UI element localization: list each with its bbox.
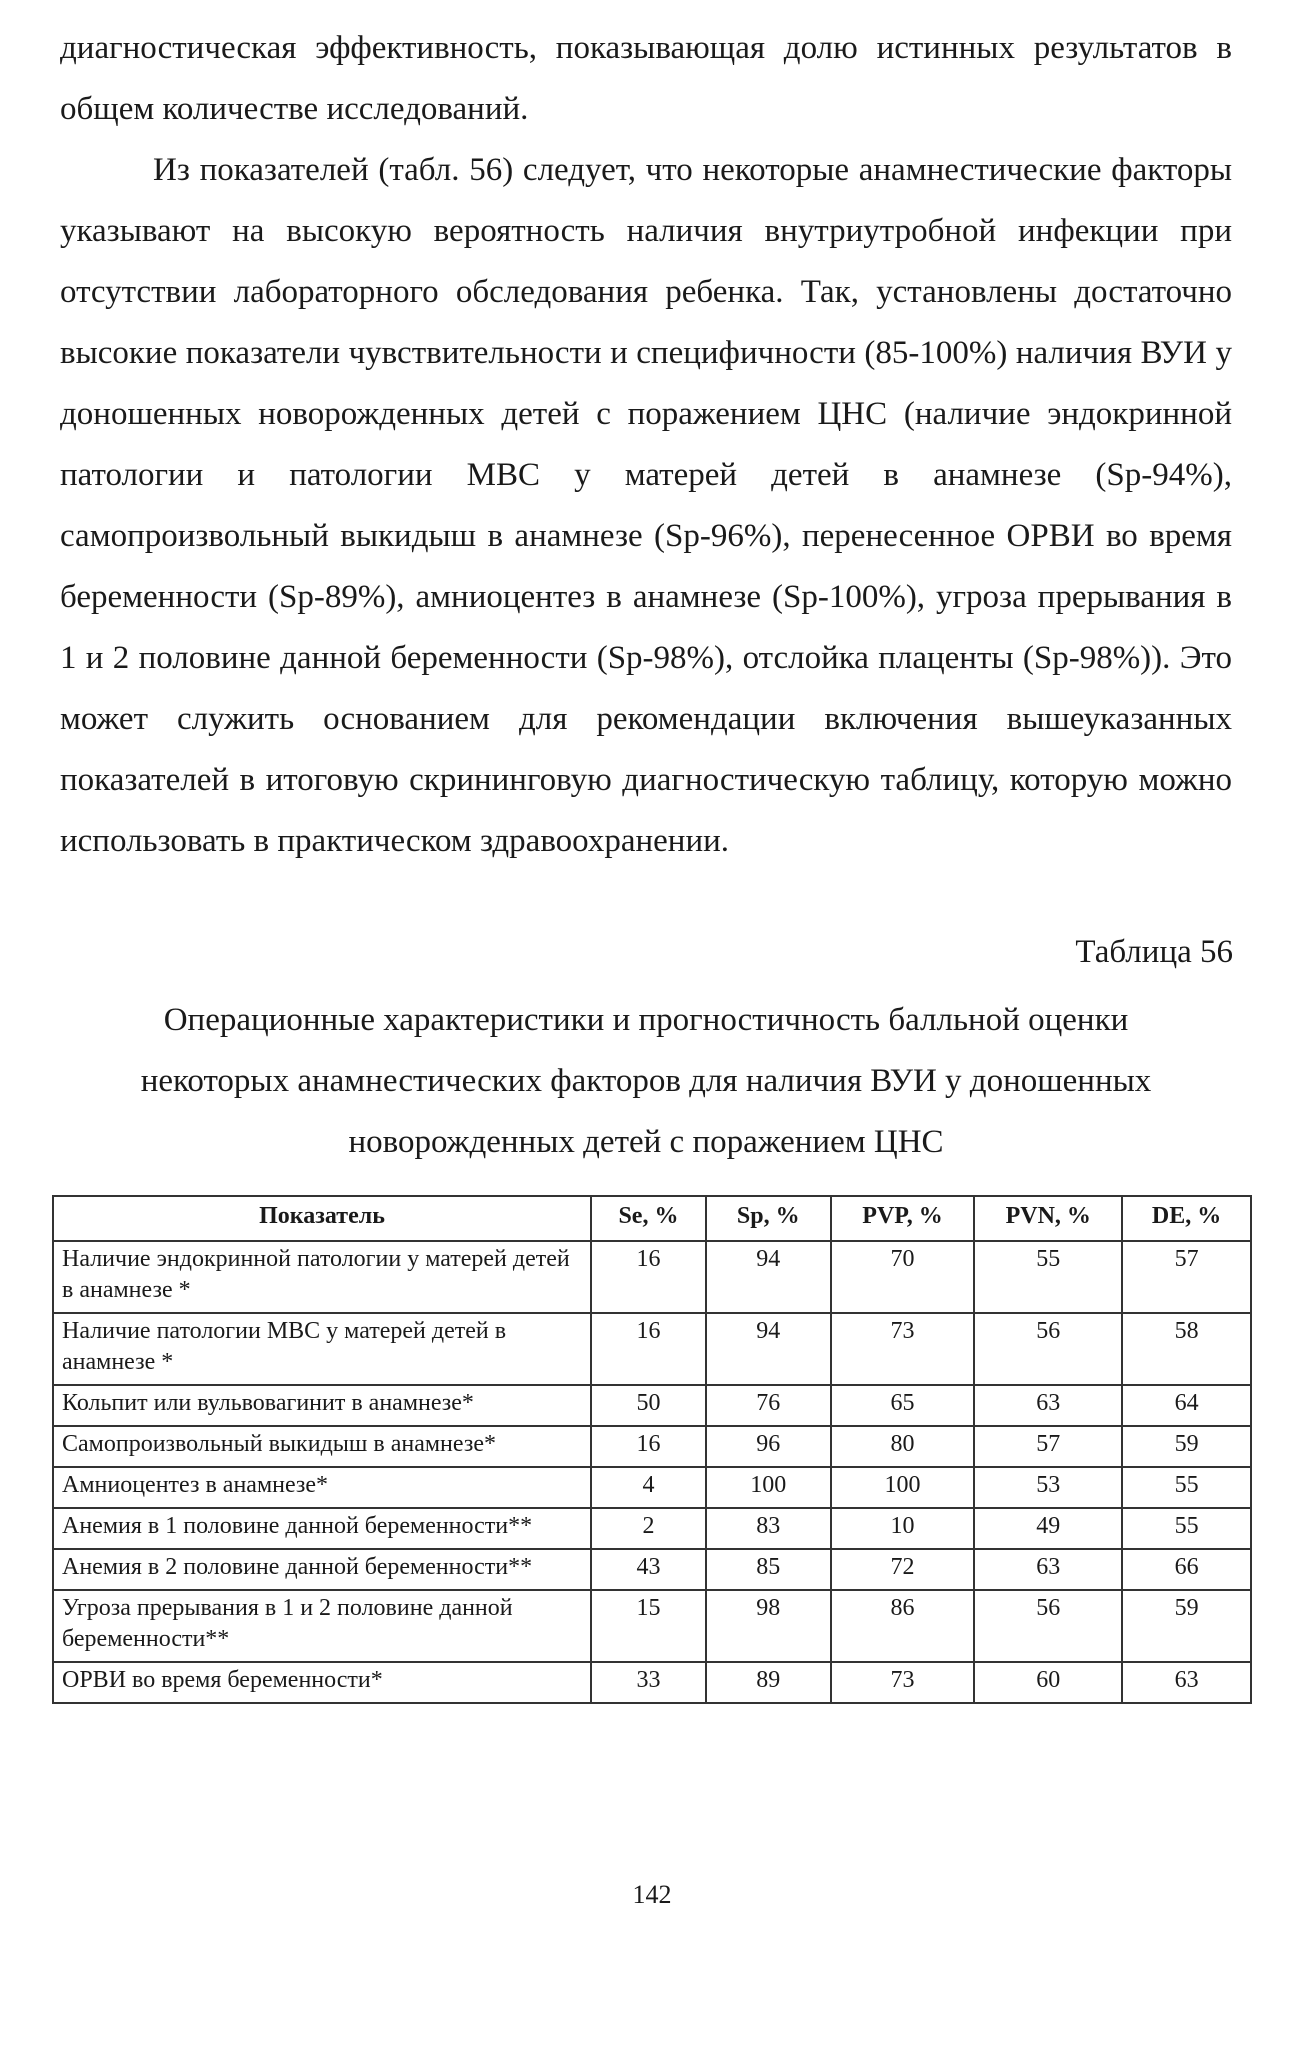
header-se: Se, % — [591, 1196, 706, 1241]
cell-pvn: 53 — [974, 1467, 1122, 1508]
cell-pvp: 10 — [831, 1508, 975, 1549]
cell-pvn: 60 — [974, 1662, 1122, 1703]
cell-de: 64 — [1122, 1385, 1251, 1426]
cell-se: 16 — [591, 1241, 706, 1313]
cell-se: 50 — [591, 1385, 706, 1426]
table-label: Таблица 56 — [1075, 934, 1233, 970]
cell-se: 43 — [591, 1549, 706, 1590]
table-row — [53, 1385, 1251, 1426]
cell-pvn: 55 — [974, 1241, 1122, 1313]
cell-se: 15 — [591, 1590, 706, 1662]
cell-de: 55 — [1122, 1467, 1251, 1508]
cell-pvn: 57 — [974, 1426, 1122, 1467]
cell-pvp: 73 — [831, 1662, 975, 1703]
row-label: Анемия в 1 половине данной беременности** — [53, 1508, 591, 1549]
table-row — [53, 1426, 1251, 1467]
cell-sp: 89 — [706, 1662, 831, 1703]
cell-de: 55 — [1122, 1508, 1251, 1549]
table-header-row — [53, 1196, 1251, 1241]
cell-de: 63 — [1122, 1662, 1251, 1703]
header-pvn: PVN, % — [974, 1196, 1122, 1241]
paragraph-continuation: диагностическая эффективность, показывающая долю истинных результатов в общем количестве исследований. — [60, 30, 1232, 127]
cell-se: 33 — [591, 1662, 706, 1703]
cell-sp: 94 — [706, 1241, 831, 1313]
cell-pvp: 73 — [831, 1313, 975, 1385]
cell-pvn: 63 — [974, 1385, 1122, 1426]
row-label: Анемия в 2 половине данной беременности** — [53, 1549, 591, 1590]
cell-pvn: 56 — [974, 1590, 1122, 1662]
cell-sp: 98 — [706, 1590, 831, 1662]
cell-sp: 94 — [706, 1313, 831, 1385]
cell-se: 16 — [591, 1313, 706, 1385]
cell-pvp: 70 — [831, 1241, 975, 1313]
table-caption — [60, 990, 1232, 1173]
cell-pvp: 72 — [831, 1549, 975, 1590]
cell-pvp: 100 — [831, 1467, 975, 1508]
cell-pvp: 65 — [831, 1385, 975, 1426]
cell-de: 59 — [1122, 1426, 1251, 1467]
caption-line: Операционные характеристики и прогностичность балльной оценки — [163, 1002, 1129, 1038]
cell-de: 58 — [1122, 1313, 1251, 1385]
paragraph-main: Из показателей (табл. 56) следует, что некоторые анамнестические факторы указывают на высокую вероятность наличия внутриутробной инфекции при отсутствии лабораторного обследования ребенка. Так, установлены достаточно высокие показатели чувствительности и специфичности (85-100%) наличия ВУИ у доношенных новорожденных детей с поражением ЦНС (наличие эндокринной патологии и патологии МВС у матерей детей в анамнезе (Sp-94%), самопроизвольный выкидыш в анамнезе (Sp-96%), перенесенное ОРВИ во время беременности (Sp-89%), амниоцентез в анамнезе (Sp-100%), угроза прерывания в 1 и 2 половине данной беременности (Sp-98%), отслойка плаценты (Sp-98%)). Это может служить основанием для рекомендации включения вышеуказанных показателей в итоговую скрининговую диагностическую таблицу, которую можно использовать в практическом здравоохранении. — [60, 152, 1232, 859]
cell-pvp: 80 — [831, 1426, 975, 1467]
cell-sp: 96 — [706, 1426, 831, 1467]
header-indicator: Показатель — [53, 1196, 591, 1241]
row-label: Самопроизвольный выкидыш в анамнезе* — [53, 1426, 591, 1467]
table-row — [53, 1313, 1251, 1385]
cell-sp: 85 — [706, 1549, 831, 1590]
table-row — [53, 1549, 1251, 1590]
table-row — [53, 1241, 1251, 1313]
cell-se: 2 — [591, 1508, 706, 1549]
cell-sp: 100 — [706, 1467, 831, 1508]
cell-de: 59 — [1122, 1590, 1251, 1662]
caption-line: новорожденных детей с поражением ЦНС — [348, 1124, 944, 1160]
row-label: Кольпит или вульвовагинит в анамнезе* — [53, 1385, 591, 1426]
header-de: DE, % — [1122, 1196, 1251, 1241]
table-row — [53, 1508, 1251, 1549]
cell-pvn: 56 — [974, 1313, 1122, 1385]
cell-de: 57 — [1122, 1241, 1251, 1313]
table-row — [53, 1590, 1251, 1662]
cell-se: 4 — [591, 1467, 706, 1508]
row-label: Амниоцентез в анамнезе* — [53, 1467, 591, 1508]
table-row — [53, 1662, 1251, 1703]
body-text — [60, 18, 1232, 872]
row-label: Наличие эндокринной патологии у матерей детей в анамнезе * — [53, 1241, 591, 1313]
caption-line: некоторых анамнестических факторов для наличия ВУИ у доношенных — [140, 1063, 1152, 1099]
cell-pvp: 86 — [831, 1590, 975, 1662]
cell-pvn: 49 — [974, 1508, 1122, 1549]
cell-sp: 83 — [706, 1508, 831, 1549]
page-number: 142 — [632, 1880, 672, 1909]
table-row — [53, 1467, 1251, 1508]
cell-pvn: 63 — [974, 1549, 1122, 1590]
cell-de: 66 — [1122, 1549, 1251, 1590]
header-pvp: PVP, % — [831, 1196, 975, 1241]
row-label: Наличие патологии МВС у матерей детей в анамнезе * — [53, 1313, 591, 1385]
header-sp: Sp, % — [706, 1196, 831, 1241]
row-label: ОРВИ во время беременности* — [53, 1662, 591, 1703]
row-label: Угроза прерывания в 1 и 2 половине данной беременности** — [53, 1590, 591, 1662]
cell-sp: 76 — [706, 1385, 831, 1426]
data-table — [52, 1195, 1252, 1704]
cell-se: 16 — [591, 1426, 706, 1467]
